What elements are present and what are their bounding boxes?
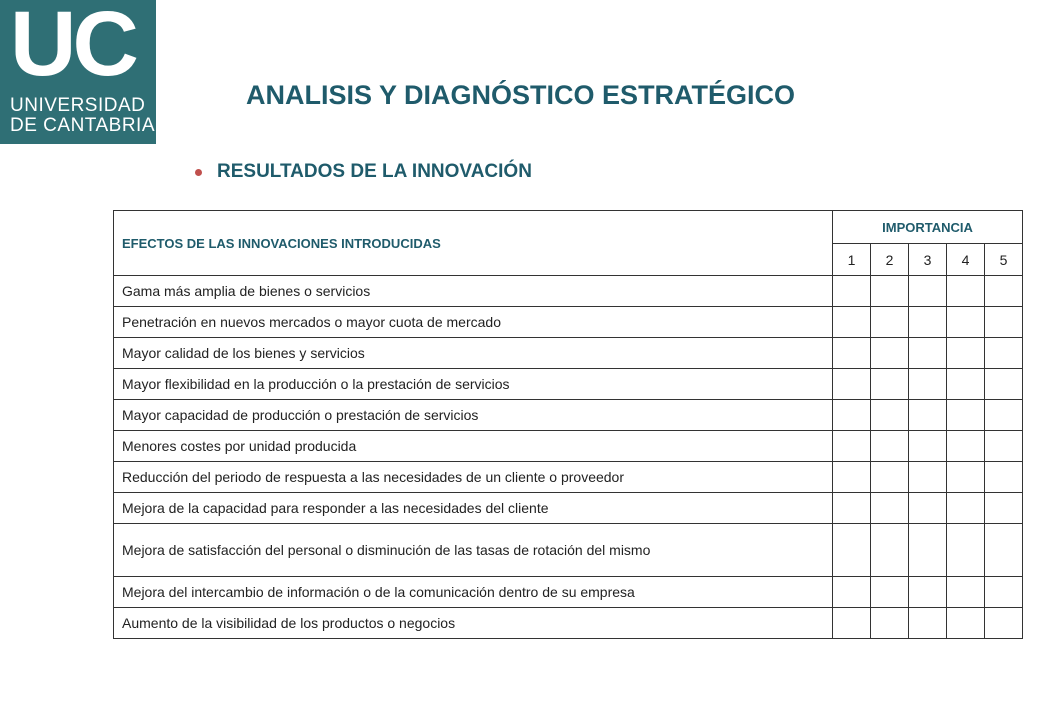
university-logo (0, 0, 156, 144)
rating-cell-2[interactable] (871, 338, 909, 369)
scale-2: 2 (871, 244, 909, 276)
importance-column-header: IMPORTANCIA (833, 211, 1023, 244)
table-row (114, 431, 1023, 462)
effect-label: Penetración en nuevos mercados o mayor cuota de mercado (114, 307, 833, 338)
effect-label: Mayor capacidad de producción o prestación de servicios (114, 400, 833, 431)
rating-cell-5[interactable] (985, 431, 1023, 462)
rating-cell-3[interactable] (909, 400, 947, 431)
effect-label: Mejora del intercambio de información o de la comunicación dentro de su empresa (114, 577, 833, 608)
scale-5: 5 (985, 244, 1023, 276)
scale-3: 3 (909, 244, 947, 276)
page-title: ANALISIS Y DIAGNÓSTICO ESTRATÉGICO (246, 80, 796, 110)
table-header-row (114, 211, 1023, 244)
rating-cell-5[interactable] (985, 400, 1023, 431)
table-row (114, 493, 1023, 524)
rating-cell-3[interactable] (909, 462, 947, 493)
effect-label: Aumento de la visibilidad de los productos o negocios (114, 608, 833, 639)
rating-cell-1[interactable] (833, 431, 871, 462)
effects-column-header: EFECTOS DE LAS INNOVACIONES INTRODUCIDAS (114, 211, 833, 276)
rating-cell-5[interactable] (985, 493, 1023, 524)
effect-label: Reducción del periodo de respuesta a las necesidades de un cliente o proveedor (114, 462, 833, 493)
rating-cell-3[interactable] (909, 369, 947, 400)
rating-cell-2[interactable] (871, 577, 909, 608)
section-subtitle (195, 161, 532, 183)
rating-cell-1[interactable] (833, 493, 871, 524)
logo-line-2: DE CANTABRIA (10, 115, 156, 136)
rating-cell-5[interactable] (985, 462, 1023, 493)
effect-label: Menores costes por unidad producida (114, 431, 833, 462)
rating-cell-3[interactable] (909, 276, 947, 307)
rating-cell-4[interactable] (947, 400, 985, 431)
table-row (114, 338, 1023, 369)
rating-cell-2[interactable] (871, 307, 909, 338)
effect-label: Mayor calidad de los bienes y servicios (114, 338, 833, 369)
table-row (114, 462, 1023, 493)
table-row (114, 276, 1023, 307)
bullet-icon (195, 169, 202, 176)
rating-cell-1[interactable] (833, 400, 871, 431)
rating-cell-4[interactable] (947, 493, 985, 524)
rating-cell-1[interactable] (833, 307, 871, 338)
rating-cell-5[interactable] (985, 338, 1023, 369)
rating-cell-4[interactable] (947, 577, 985, 608)
rating-cell-3[interactable] (909, 338, 947, 369)
rating-cell-2[interactable] (871, 400, 909, 431)
rating-cell-2[interactable] (871, 369, 909, 400)
rating-cell-1[interactable] (833, 369, 871, 400)
rating-cell-2[interactable] (871, 493, 909, 524)
logo-uc-text: UC (10, 0, 135, 95)
rating-cell-4[interactable] (947, 431, 985, 462)
rating-cell-2[interactable] (871, 524, 909, 577)
rating-cell-5[interactable] (985, 307, 1023, 338)
rating-cell-3[interactable] (909, 493, 947, 524)
rating-cell-1[interactable] (833, 577, 871, 608)
rating-cell-5[interactable] (985, 608, 1023, 639)
rating-cell-2[interactable] (871, 608, 909, 639)
effect-label: Mayor flexibilidad en la producción o la prestación de servicios (114, 369, 833, 400)
rating-cell-3[interactable] (909, 608, 947, 639)
rating-cell-1[interactable] (833, 462, 871, 493)
effect-label: Gama más amplia de bienes o servicios (114, 276, 833, 307)
scale-1: 1 (833, 244, 871, 276)
subtitle-text: RESULTADOS DE LA INNOVACIÓN (217, 161, 532, 182)
table-row (114, 400, 1023, 431)
rating-cell-3[interactable] (909, 577, 947, 608)
effect-label: Mejora de la capacidad para responder a las necesidades del cliente (114, 493, 833, 524)
rating-cell-3[interactable] (909, 524, 947, 577)
table-row (114, 577, 1023, 608)
table-row (114, 307, 1023, 338)
rating-cell-5[interactable] (985, 524, 1023, 577)
effects-table (113, 210, 1023, 639)
logo-line-1: UNIVERSIDAD (10, 95, 146, 116)
rating-cell-5[interactable] (985, 369, 1023, 400)
rating-cell-5[interactable] (985, 577, 1023, 608)
rating-cell-2[interactable] (871, 276, 909, 307)
rating-cell-2[interactable] (871, 462, 909, 493)
rating-cell-5[interactable] (985, 276, 1023, 307)
table-row (114, 608, 1023, 639)
rating-cell-4[interactable] (947, 369, 985, 400)
table-row (114, 369, 1023, 400)
table-row (114, 524, 1023, 577)
effect-label: Mejora de satisfacción del personal o disminución de las tasas de rotación del mismo (114, 524, 833, 577)
rating-cell-1[interactable] (833, 338, 871, 369)
scale-4: 4 (947, 244, 985, 276)
rating-cell-4[interactable] (947, 462, 985, 493)
rating-cell-1[interactable] (833, 608, 871, 639)
rating-cell-4[interactable] (947, 276, 985, 307)
rating-cell-2[interactable] (871, 431, 909, 462)
rating-cell-1[interactable] (833, 276, 871, 307)
rating-cell-4[interactable] (947, 338, 985, 369)
rating-cell-3[interactable] (909, 431, 947, 462)
rating-cell-4[interactable] (947, 608, 985, 639)
rating-cell-4[interactable] (947, 307, 985, 338)
rating-cell-3[interactable] (909, 307, 947, 338)
rating-cell-4[interactable] (947, 524, 985, 577)
rating-cell-1[interactable] (833, 524, 871, 577)
